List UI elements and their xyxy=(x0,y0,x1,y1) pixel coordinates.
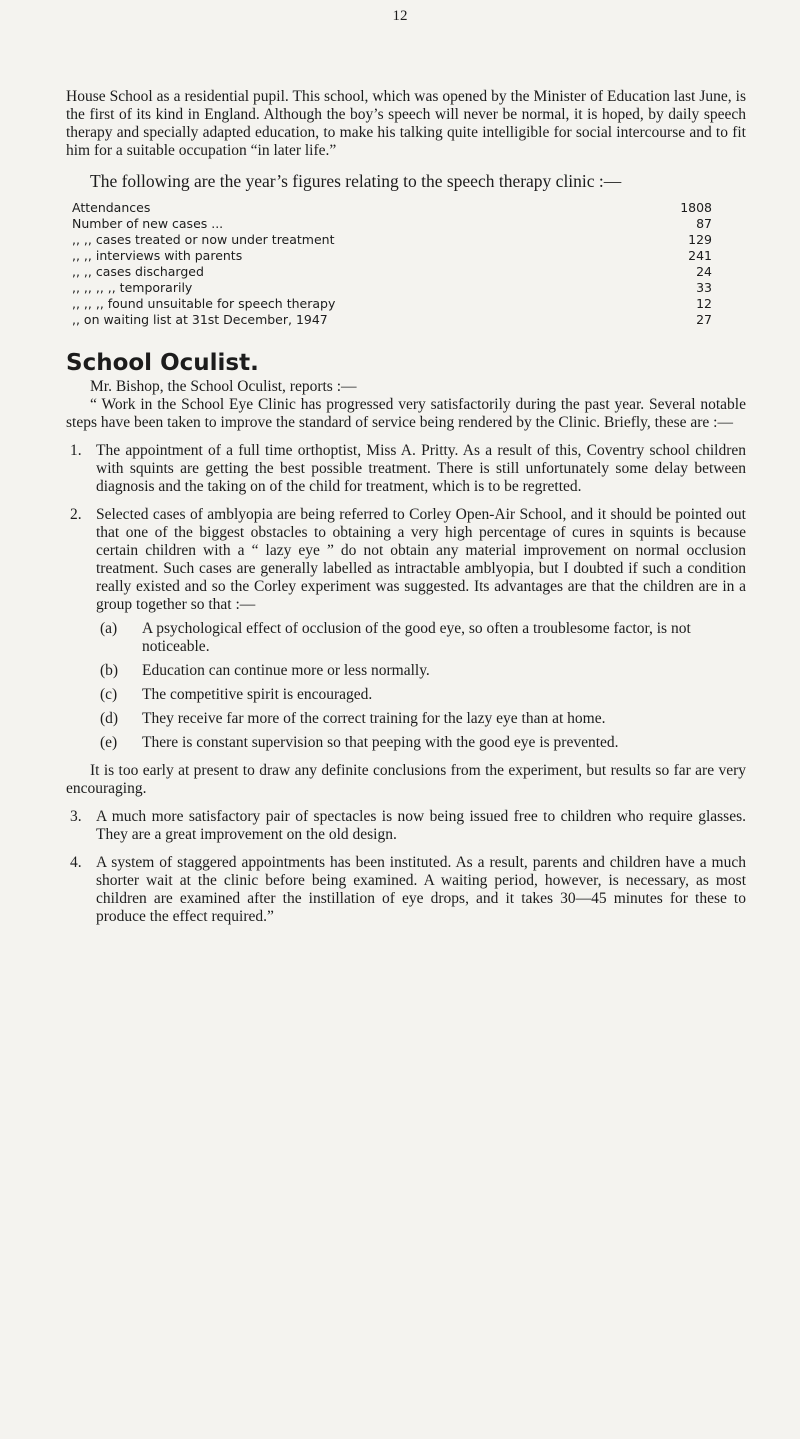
table-row xyxy=(72,200,712,216)
page-number: 12 xyxy=(392,8,408,24)
numbered-list-continued xyxy=(66,808,746,926)
speech-therapy-lead: The following are the year’s figures relating to the speech therapy clinic :— xyxy=(90,171,622,191)
experiment-note: It is too early at present to draw any definite conclusions from the experiment, but results so far are very encouraging. xyxy=(66,762,746,797)
stat-value: 12 xyxy=(696,296,712,311)
item-text: A much more satisfactory pair of spectacles is now being issued free to children who require glasses. They are a great improvement on the old design. xyxy=(96,808,746,843)
list-item xyxy=(66,442,746,496)
sub-list-item xyxy=(92,620,746,656)
item-text: A system of staggered appointments has been instituted. As a result, parents and children have a much shorter wait at the clinic before being examined. A waiting period, however, is necessary, as most children are examined after the instillation of eye drops, and it takes 30—45 minutes for these to produce the effect required.” xyxy=(96,854,746,925)
sub-item-text: There is constant supervision so that peeping with the good eye is prevented. xyxy=(142,734,619,751)
table-row xyxy=(72,248,712,264)
stat-value: 1808 xyxy=(680,200,712,215)
stat-label: ,, ,, cases treated or now under treatment xyxy=(72,232,335,247)
stat-value: 129 xyxy=(688,232,712,247)
sub-item-letter: (a) xyxy=(100,620,118,637)
sub-item-letter: (d) xyxy=(100,710,119,727)
stat-value: 27 xyxy=(696,312,712,327)
page-body xyxy=(66,88,746,926)
numbered-list xyxy=(66,442,746,614)
table-row xyxy=(72,296,712,312)
item-number: 1. xyxy=(70,442,82,459)
item-number: 4. xyxy=(70,854,82,871)
stat-label: ,, ,, interviews with parents xyxy=(72,248,243,263)
stat-value: 24 xyxy=(696,264,712,279)
table-row xyxy=(72,216,712,232)
stat-value: 33 xyxy=(696,280,712,295)
oculist-quote: “ Work in the School Eye Clinic has progressed very satisfactorily during the past year. Several notable steps have been taken to improve the standard of service being rendered by the Clinic. Briefly, these are :— xyxy=(66,396,746,431)
section-heading-school-oculist: School Oculist. xyxy=(66,350,259,376)
table-row xyxy=(72,232,712,248)
sub-item-text: They receive far more of the correct training for the lazy eye than at home. xyxy=(142,710,606,727)
stat-label: ,, ,, cases discharged xyxy=(72,264,204,279)
sub-item-text: A psychological effect of occlusion of the good eye, so often a troublesome factor, is not noticeable. xyxy=(142,620,691,655)
table-row xyxy=(72,264,712,280)
lettered-list xyxy=(92,620,746,752)
sub-item-text: Education can continue more or less normally. xyxy=(142,662,430,679)
table-row xyxy=(72,280,712,296)
sub-item-letter: (e) xyxy=(100,734,118,751)
sub-list-item xyxy=(92,710,746,728)
stat-label: ,, on waiting list at 31st December, 1947 xyxy=(72,312,328,327)
sub-list-item xyxy=(92,662,746,680)
stat-label: ,, ,, ,, found unsuitable for speech therapy xyxy=(72,296,336,311)
item-number: 3. xyxy=(70,808,82,825)
item-number: 2. xyxy=(70,506,82,523)
sub-item-letter: (b) xyxy=(100,662,119,679)
sub-list-item xyxy=(92,734,746,752)
list-item xyxy=(66,506,746,614)
stat-label: Number of new cases ... xyxy=(72,216,224,231)
oculist-intro: Mr. Bishop, the School Oculist, reports :— xyxy=(90,378,357,395)
stat-label: Attendances xyxy=(72,200,151,215)
sub-list-item xyxy=(92,686,746,704)
sub-item-text: The competitive spirit is encouraged. xyxy=(142,686,373,703)
stat-label: ,, ,, ,, ,, temporarily xyxy=(72,280,193,295)
list-item xyxy=(66,808,746,844)
speech-therapy-table xyxy=(72,200,712,328)
list-item xyxy=(66,854,746,926)
sub-item-letter: (c) xyxy=(100,686,118,703)
intro-paragraph: House School as a residential pupil. This school, which was opened by the Minister of Education last June, is the first of its kind in England. Although the boy’s speech will never be normal, it is hoped, by daily speech therapy and specially adapted education, to make his talking quite intelligible for social intercourse and to fit him for a suitable occupation “in later life.” xyxy=(66,88,746,159)
stat-value: 87 xyxy=(696,216,712,231)
table-row xyxy=(72,312,712,328)
stat-value: 241 xyxy=(688,248,712,263)
item-text: Selected cases of amblyopia are being referred to Corley Open-Air School, and it should be pointed out that one of the biggest obstacles to obtaining a very high percentage of cures in squints is because certain children with a “ lazy eye ” do not obtain any material improvement on normal occlusion treatment. Such cases are generally labelled as intractable amblyopia, but I doubted if such a condition really existed and so the Corley experiment was suggested. Its advantages are that the children are in a group together so that :— xyxy=(96,506,746,613)
item-text: The appointment of a full time orthoptist, Miss A. Pritty. As a result of this, Coventry school children with squints are getting the best possible treatment. There is still unfortunately some delay between diagnosis and the taking on of the child for treatment, which is to be regretted. xyxy=(96,442,746,495)
